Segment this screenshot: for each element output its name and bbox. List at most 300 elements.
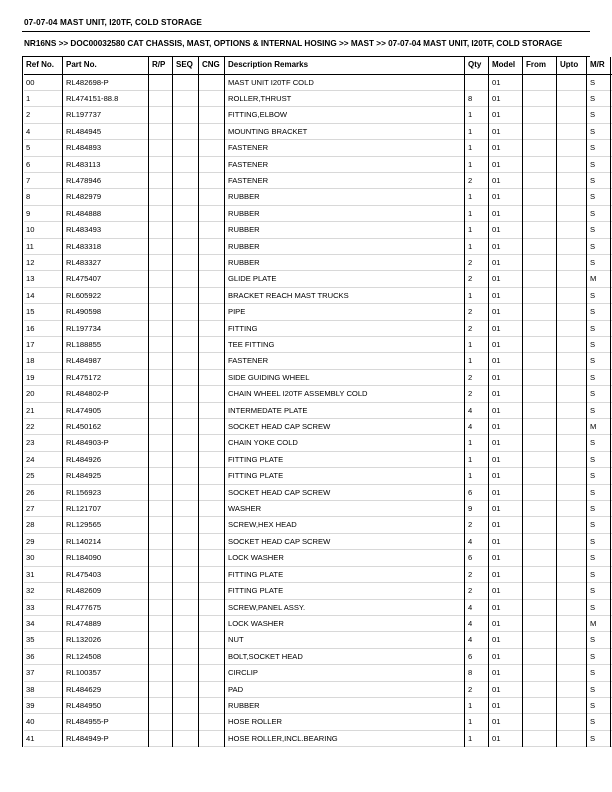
cell-desc: FITTING PLATE xyxy=(226,468,466,484)
cell-from xyxy=(524,238,558,254)
cell-rp xyxy=(150,337,174,353)
cell-ref: 24 xyxy=(24,451,64,467)
cell-mr: S xyxy=(588,369,612,385)
cell-qty: 2 xyxy=(466,583,490,599)
cell-upto xyxy=(558,74,588,90)
table-row[interactable] xyxy=(24,107,612,123)
table-row[interactable] xyxy=(24,681,612,697)
table-row[interactable] xyxy=(24,419,612,435)
cell-upto xyxy=(558,681,588,697)
cell-part: RL483327 xyxy=(64,254,150,270)
cell-cng xyxy=(200,533,226,549)
cell-upto xyxy=(558,632,588,648)
table-row[interactable] xyxy=(24,599,612,615)
cell-from xyxy=(524,484,558,500)
cell-model: 01 xyxy=(490,435,524,451)
cell-desc: HOSE ROLLER xyxy=(226,714,466,730)
cell-seq xyxy=(174,533,200,549)
cell-upto xyxy=(558,566,588,582)
cell-part: RL477675 xyxy=(64,599,150,615)
cell-seq xyxy=(174,697,200,713)
cell-seq xyxy=(174,517,200,533)
cell-seq xyxy=(174,583,200,599)
cell-ref: 31 xyxy=(24,566,64,582)
cell-upto xyxy=(558,550,588,566)
column-header-mr: M/R xyxy=(588,57,612,75)
column-divider xyxy=(586,57,587,748)
cell-part: RL482979 xyxy=(64,189,150,205)
table-row[interactable] xyxy=(24,205,612,221)
cell-qty: 4 xyxy=(466,419,490,435)
table-row[interactable] xyxy=(24,632,612,648)
table-row[interactable] xyxy=(24,451,612,467)
table-row[interactable] xyxy=(24,533,612,549)
table-row[interactable] xyxy=(24,697,612,713)
cell-mr: S xyxy=(588,254,612,270)
cell-cng xyxy=(200,140,226,156)
table-row[interactable] xyxy=(24,615,612,631)
cell-model: 01 xyxy=(490,386,524,402)
cell-part: RL474905 xyxy=(64,402,150,418)
cell-desc: CHAIN YOKE COLD xyxy=(226,435,466,451)
table-row[interactable] xyxy=(24,665,612,681)
cell-qty: 2 xyxy=(466,517,490,533)
cell-part: RL482698-P xyxy=(64,74,150,90)
cell-rp xyxy=(150,304,174,320)
cell-rp xyxy=(150,615,174,631)
cell-mr: S xyxy=(588,337,612,353)
cell-upto xyxy=(558,730,588,746)
cell-from xyxy=(524,419,558,435)
cell-seq xyxy=(174,648,200,664)
cell-seq xyxy=(174,222,200,238)
cell-from xyxy=(524,304,558,320)
column-divider xyxy=(464,57,465,748)
cell-seq xyxy=(174,205,200,221)
cell-ref: 22 xyxy=(24,419,64,435)
cell-model: 01 xyxy=(490,484,524,500)
cell-part: RL140214 xyxy=(64,533,150,549)
table-row[interactable] xyxy=(24,320,612,336)
cell-qty: 1 xyxy=(466,189,490,205)
cell-model: 01 xyxy=(490,517,524,533)
table-row[interactable] xyxy=(24,648,612,664)
cell-ref: 9 xyxy=(24,205,64,221)
cell-seq xyxy=(174,353,200,369)
cell-seq xyxy=(174,189,200,205)
cell-part: RL484802-P xyxy=(64,386,150,402)
parts-table-body xyxy=(24,74,612,747)
cell-upto xyxy=(558,419,588,435)
cell-qty: 2 xyxy=(466,566,490,582)
cell-qty: 1 xyxy=(466,730,490,746)
breadcrumb: NR16NS >> DOC00032580 CAT CHASSIS, MAST, OPTIONS & INTERNAL HOSING >> MAST >> 07-07-04 MAST UNIT, I20TF, COLD STORAGE xyxy=(24,39,563,48)
cell-qty: 4 xyxy=(466,599,490,615)
cell-desc: MOUNTING BRACKET xyxy=(226,123,466,139)
table-row[interactable] xyxy=(24,271,612,287)
cell-upto xyxy=(558,517,588,533)
table-right-border xyxy=(610,57,611,748)
cell-model: 01 xyxy=(490,254,524,270)
cell-from xyxy=(524,337,558,353)
cell-from xyxy=(524,533,558,549)
table-row[interactable] xyxy=(24,566,612,582)
table-row[interactable] xyxy=(24,189,612,205)
cell-part: RL484903-P xyxy=(64,435,150,451)
cell-qty: 2 xyxy=(466,172,490,188)
cell-qty: 2 xyxy=(466,369,490,385)
cell-seq xyxy=(174,681,200,697)
cell-mr: S xyxy=(588,90,612,106)
cell-part: RL484987 xyxy=(64,353,150,369)
cell-upto xyxy=(558,172,588,188)
cell-model: 01 xyxy=(490,697,524,713)
table-row[interactable] xyxy=(24,714,612,730)
cell-seq xyxy=(174,714,200,730)
cell-model: 01 xyxy=(490,583,524,599)
cell-part: RL124508 xyxy=(64,648,150,664)
cell-qty: 4 xyxy=(466,533,490,549)
cell-mr: S xyxy=(588,189,612,205)
cell-qty: 2 xyxy=(466,304,490,320)
column-divider xyxy=(556,57,557,748)
cell-ref: 29 xyxy=(24,533,64,549)
table-row[interactable] xyxy=(24,435,612,451)
cell-model: 01 xyxy=(490,90,524,106)
cell-qty: 2 xyxy=(466,386,490,402)
cell-model: 01 xyxy=(490,271,524,287)
cell-qty: 4 xyxy=(466,615,490,631)
cell-from xyxy=(524,730,558,746)
cell-mr: S xyxy=(588,681,612,697)
cell-rp xyxy=(150,238,174,254)
cell-upto xyxy=(558,648,588,664)
cell-rp xyxy=(150,271,174,287)
column-header-rp: R/P xyxy=(150,57,174,75)
cell-mr: S xyxy=(588,156,612,172)
cell-ref: 7 xyxy=(24,172,64,188)
cell-cng xyxy=(200,714,226,730)
cell-desc: CHAIN WHEEL I20TF ASSEMBLY COLD xyxy=(226,386,466,402)
cell-cng xyxy=(200,238,226,254)
cell-cng xyxy=(200,156,226,172)
cell-ref: 4 xyxy=(24,123,64,139)
table-row[interactable] xyxy=(24,369,612,385)
cell-desc: MAST UNIT I20TF COLD xyxy=(226,74,466,90)
cell-mr: S xyxy=(588,665,612,681)
cell-rp xyxy=(150,205,174,221)
cell-cng xyxy=(200,287,226,303)
cell-rp xyxy=(150,583,174,599)
cell-model: 01 xyxy=(490,74,524,90)
cell-ref: 35 xyxy=(24,632,64,648)
cell-mr: S xyxy=(588,107,612,123)
cell-from xyxy=(524,632,558,648)
cell-desc: RUBBER xyxy=(226,238,466,254)
cell-from xyxy=(524,320,558,336)
cell-ref: 10 xyxy=(24,222,64,238)
table-row[interactable] xyxy=(24,353,612,369)
cell-rp xyxy=(150,386,174,402)
cell-ref: 36 xyxy=(24,648,64,664)
table-row[interactable] xyxy=(24,517,612,533)
cell-cng xyxy=(200,484,226,500)
cell-from xyxy=(524,353,558,369)
cell-desc: GLIDE PLATE xyxy=(226,271,466,287)
table-row[interactable] xyxy=(24,287,612,303)
cell-cng xyxy=(200,254,226,270)
cell-ref: 40 xyxy=(24,714,64,730)
cell-rp xyxy=(150,550,174,566)
cell-rp xyxy=(150,599,174,615)
cell-ref: 26 xyxy=(24,484,64,500)
cell-model: 01 xyxy=(490,140,524,156)
cell-rp xyxy=(150,254,174,270)
cell-qty: 2 xyxy=(466,681,490,697)
cell-mr: S xyxy=(588,451,612,467)
table-row[interactable] xyxy=(24,386,612,402)
cell-qty: 6 xyxy=(466,648,490,664)
cell-model: 01 xyxy=(490,287,524,303)
cell-rp xyxy=(150,533,174,549)
cell-part: RL156923 xyxy=(64,484,150,500)
cell-cng xyxy=(200,583,226,599)
cell-part: RL484950 xyxy=(64,697,150,713)
cell-ref: 17 xyxy=(24,337,64,353)
cell-rp xyxy=(150,517,174,533)
cell-qty: 1 xyxy=(466,123,490,139)
cell-cng xyxy=(200,468,226,484)
column-header-upto: Upto xyxy=(558,57,588,75)
cell-model: 01 xyxy=(490,320,524,336)
cell-rp xyxy=(150,402,174,418)
cell-qty: 9 xyxy=(466,501,490,517)
table-row[interactable] xyxy=(24,74,612,90)
table-left-border xyxy=(22,57,23,748)
cell-cng xyxy=(200,632,226,648)
cell-desc: HOSE ROLLER,INCL.BEARING xyxy=(226,730,466,746)
cell-rp xyxy=(150,172,174,188)
cell-seq xyxy=(174,156,200,172)
cell-desc: BOLT,SOCKET HEAD xyxy=(226,648,466,664)
column-divider xyxy=(198,57,199,748)
table-row[interactable] xyxy=(24,583,612,599)
cell-rp xyxy=(150,140,174,156)
cell-desc: RUBBER xyxy=(226,254,466,270)
cell-seq xyxy=(174,451,200,467)
cell-seq xyxy=(174,419,200,435)
cell-upto xyxy=(558,107,588,123)
cell-ref: 27 xyxy=(24,501,64,517)
cell-mr: S xyxy=(588,697,612,713)
cell-from xyxy=(524,156,558,172)
cell-desc: SOCKET HEAD CAP SCREW xyxy=(226,484,466,500)
cell-from xyxy=(524,566,558,582)
cell-rp xyxy=(150,107,174,123)
cell-part: RL184090 xyxy=(64,550,150,566)
cell-upto xyxy=(558,140,588,156)
cell-model: 01 xyxy=(490,238,524,254)
table-row[interactable] xyxy=(24,123,612,139)
cell-from xyxy=(524,254,558,270)
cell-from xyxy=(524,665,558,681)
cell-cng xyxy=(200,665,226,681)
table-row[interactable] xyxy=(24,222,612,238)
cell-part: RL483493 xyxy=(64,222,150,238)
cell-upto xyxy=(558,665,588,681)
cell-from xyxy=(524,599,558,615)
cell-rp xyxy=(150,435,174,451)
table-row[interactable] xyxy=(24,402,612,418)
cell-from xyxy=(524,583,558,599)
cell-cng xyxy=(200,123,226,139)
table-row[interactable] xyxy=(24,238,612,254)
table-row[interactable] xyxy=(24,501,612,517)
cell-mr: S xyxy=(588,74,612,90)
cell-rp xyxy=(150,697,174,713)
cell-qty: 1 xyxy=(466,107,490,123)
cell-seq xyxy=(174,107,200,123)
cell-ref: 11 xyxy=(24,238,64,254)
cell-mr: S xyxy=(588,435,612,451)
cell-model: 01 xyxy=(490,501,524,517)
cell-part: RL484629 xyxy=(64,681,150,697)
cell-cng xyxy=(200,501,226,517)
cell-rp xyxy=(150,501,174,517)
cell-model: 01 xyxy=(490,402,524,418)
cell-rp xyxy=(150,451,174,467)
cell-ref: 00 xyxy=(24,74,64,90)
cell-mr: S xyxy=(588,304,612,320)
cell-desc: NUT xyxy=(226,632,466,648)
cell-upto xyxy=(558,615,588,631)
cell-desc: SCREW,HEX HEAD xyxy=(226,517,466,533)
cell-seq xyxy=(174,74,200,90)
table-row[interactable] xyxy=(24,468,612,484)
cell-desc: PAD xyxy=(226,681,466,697)
cell-seq xyxy=(174,566,200,582)
cell-model: 01 xyxy=(490,205,524,221)
cell-from xyxy=(524,386,558,402)
cell-desc: CIRCLIP xyxy=(226,665,466,681)
cell-rp xyxy=(150,484,174,500)
cell-rp xyxy=(150,730,174,746)
table-row[interactable] xyxy=(24,304,612,320)
cell-part: RL129565 xyxy=(64,517,150,533)
cell-rp xyxy=(150,419,174,435)
column-divider xyxy=(488,57,489,748)
cell-from xyxy=(524,107,558,123)
cell-ref: 19 xyxy=(24,369,64,385)
cell-desc: BRACKET REACH MAST TRUCKS xyxy=(226,287,466,303)
cell-cng xyxy=(200,74,226,90)
cell-seq xyxy=(174,271,200,287)
cell-model: 01 xyxy=(490,533,524,549)
cell-seq xyxy=(174,632,200,648)
cell-qty: 8 xyxy=(466,665,490,681)
cell-mr: S xyxy=(588,714,612,730)
cell-cng xyxy=(200,189,226,205)
cell-cng xyxy=(200,451,226,467)
cell-upto xyxy=(558,386,588,402)
table-row[interactable] xyxy=(24,254,612,270)
table-row[interactable] xyxy=(24,337,612,353)
cell-qty: 1 xyxy=(466,697,490,713)
cell-upto xyxy=(558,435,588,451)
cell-part: RL100357 xyxy=(64,665,150,681)
cell-cng xyxy=(200,172,226,188)
table-row[interactable] xyxy=(24,484,612,500)
cell-part: RL478946 xyxy=(64,172,150,188)
cell-seq xyxy=(174,238,200,254)
cell-desc: TEE FITTING xyxy=(226,337,466,353)
cell-from xyxy=(524,550,558,566)
cell-qty: 1 xyxy=(466,337,490,353)
cell-part: RL474889 xyxy=(64,615,150,631)
cell-seq xyxy=(174,320,200,336)
cell-rp xyxy=(150,123,174,139)
column-divider xyxy=(172,57,173,748)
cell-desc: ROLLER,THRUST xyxy=(226,90,466,106)
cell-ref: 33 xyxy=(24,599,64,615)
cell-seq xyxy=(174,615,200,631)
table-row[interactable] xyxy=(24,550,612,566)
cell-rp xyxy=(150,287,174,303)
cell-cng xyxy=(200,205,226,221)
cell-upto xyxy=(558,254,588,270)
table-row[interactable] xyxy=(24,156,612,172)
cell-from xyxy=(524,140,558,156)
cell-mr: S xyxy=(588,222,612,238)
cell-desc: FITTING,ELBOW xyxy=(226,107,466,123)
cell-mr: M xyxy=(588,419,612,435)
cell-upto xyxy=(558,337,588,353)
cell-part: RL121707 xyxy=(64,501,150,517)
cell-model: 01 xyxy=(490,566,524,582)
cell-ref: 38 xyxy=(24,681,64,697)
cell-ref: 2 xyxy=(24,107,64,123)
cell-qty: 1 xyxy=(466,238,490,254)
cell-model: 01 xyxy=(490,468,524,484)
cell-seq xyxy=(174,90,200,106)
table-row[interactable] xyxy=(24,90,612,106)
cell-ref: 25 xyxy=(24,468,64,484)
parts-table-head xyxy=(24,57,612,75)
column-header-cng: CNG xyxy=(200,57,226,75)
cell-upto xyxy=(558,205,588,221)
cell-from xyxy=(524,517,558,533)
cell-mr: S xyxy=(588,353,612,369)
column-header-part: Part No. xyxy=(64,57,150,75)
cell-mr: S xyxy=(588,550,612,566)
cell-ref: 32 xyxy=(24,583,64,599)
cell-ref: 13 xyxy=(24,271,64,287)
cell-upto xyxy=(558,402,588,418)
cell-desc: FASTENER xyxy=(226,172,466,188)
cell-model: 01 xyxy=(490,304,524,320)
cell-cng xyxy=(200,369,226,385)
cell-cng xyxy=(200,435,226,451)
cell-desc: RUBBER xyxy=(226,697,466,713)
cell-upto xyxy=(558,599,588,615)
cell-cng xyxy=(200,566,226,582)
cell-upto xyxy=(558,533,588,549)
cell-ref: 37 xyxy=(24,665,64,681)
table-row[interactable] xyxy=(24,172,612,188)
table-row[interactable] xyxy=(24,140,612,156)
cell-cng xyxy=(200,615,226,631)
table-row[interactable] xyxy=(24,730,612,746)
